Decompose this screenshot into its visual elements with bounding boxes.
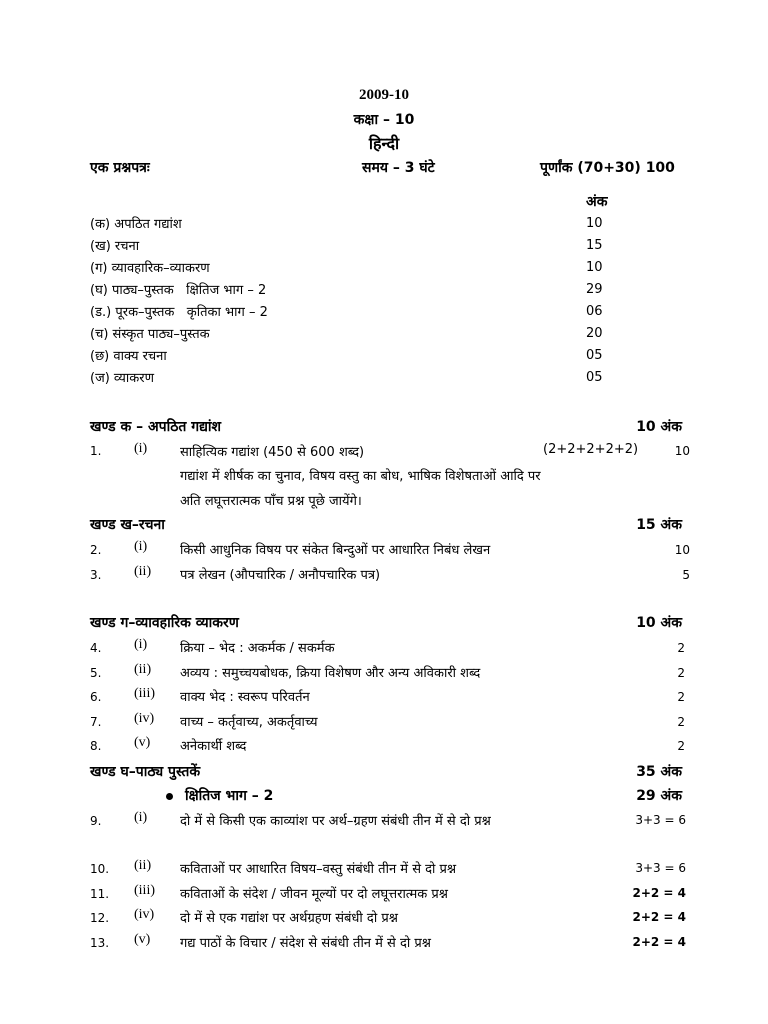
summary-row-marks: 10 (586, 260, 603, 275)
question-marks: 2 (677, 641, 685, 655)
section-kha-marks: 15 अंक (636, 517, 682, 533)
question-marks: 5 (682, 568, 690, 582)
summary-row-label: (ज) व्याकरण (90, 371, 154, 386)
summary-row-marks: 05 (586, 370, 603, 385)
section-ga-title: खण्ड ग–व्यावहारिक व्याकरण (90, 615, 239, 631)
question-number: 6. (90, 690, 102, 704)
summary-row-label: (छ) वाक्य रचना (90, 349, 167, 364)
summary-row-marks: 06 (586, 304, 603, 319)
section-ga-marks: 10 अंक (636, 615, 682, 631)
time-label: समय – 3 घंटे (362, 160, 435, 176)
subsection-marks: 29 अंक (636, 788, 682, 804)
question-text: पत्र लेखन (औपचारिक / अनौपचारिक पत्र) (180, 568, 381, 583)
question-text: अनेकार्थी शब्द (180, 739, 247, 754)
subject-heading: हिन्दी (368, 134, 400, 153)
question-breakup: (2+2+2+2+2) (543, 442, 639, 457)
section-gha-marks: 35 अंक (636, 764, 682, 780)
question-number: 8. (90, 739, 102, 753)
question-text: साहित्यिक गद्यांश (450 से 600 शब्द) (180, 445, 365, 460)
question-roman: (i) (134, 539, 148, 554)
question-number: 7. (90, 715, 102, 729)
question-roman: (ii) (134, 564, 152, 579)
question-roman: (iii) (134, 883, 155, 898)
question-marks: 2+2 = 4 (632, 886, 686, 900)
question-text: दो में से किसी एक काव्यांश पर अर्थ–ग्रहण संबंधी तीन में से दो प्रश्न (180, 814, 491, 829)
summary-row-marks: 05 (586, 348, 603, 363)
question-roman: (ii) (134, 858, 152, 873)
summary-row-label: (ग) व्यावहारिक–व्याकरण (90, 261, 210, 276)
question-text: वाक्य भेद : स्वरूप परिवर्तन (180, 690, 310, 705)
question-marks: 2 (677, 666, 685, 680)
question-number: 10. (90, 862, 110, 876)
section-ka-title: खण्ड क – अपठित गद्यांश (90, 419, 222, 435)
question-roman: (i) (134, 441, 148, 456)
question-number: 11. (90, 887, 110, 901)
summary-row-label: (ड.) पूरक–पुस्तक कृतिका भाग – 2 (90, 305, 268, 320)
question-number: 9. (90, 814, 102, 828)
question-text: वाच्य – कर्तृवाच्य, अकर्तृवाच्य (180, 715, 318, 730)
max-marks-label: पूर्णांक (70+30) 100 (540, 160, 675, 176)
question-number: 5. (90, 666, 102, 680)
summary-row-label: (घ) पाठ्य–पुस्तक क्षितिज भाग – 2 (90, 283, 267, 298)
summary-row-marks: 29 (586, 282, 603, 297)
bullet-icon (166, 793, 173, 800)
question-roman: (v) (134, 735, 151, 750)
question-roman: (iv) (134, 711, 155, 726)
section-gha-title: खण्ड घ–पाठ्य पुस्तकें (90, 764, 201, 780)
question-text: अव्यय : समुच्चयबोधक, क्रिया विशेषण और अन्य अविकारी शब्द (180, 666, 481, 681)
question-marks: 3+3 = 6 (635, 813, 686, 827)
summary-row-label: (ख) रचना (90, 239, 140, 254)
question-text: क्रिया – भेद : अकर्मक / सकर्मक (180, 641, 335, 656)
question-number: 3. (90, 568, 102, 582)
question-number: 12. (90, 911, 110, 925)
question-number: 13. (90, 936, 110, 950)
marks-column-header: अंक (586, 194, 608, 210)
section-ka-marks: 10 अंक (636, 419, 682, 435)
question-number: 4. (90, 641, 102, 655)
question-roman: (i) (134, 810, 148, 825)
question-marks: 2+2 = 4 (632, 935, 686, 949)
question-text-line: अति लघूत्तरात्मक पाँच प्रश्न पूछे जायेंगे। (180, 494, 362, 509)
question-roman: (i) (134, 637, 148, 652)
summary-row-label: (क) अपठित गद्यांश (90, 217, 182, 232)
paper-label: एक प्रश्नपत्रः (90, 160, 150, 176)
subsection-title (166, 786, 273, 805)
class-heading: कक्षा – 10 (353, 112, 415, 128)
question-marks: 2+2 = 4 (632, 910, 686, 924)
question-text: दो में से एक गद्यांश पर अर्थग्रहण संबंधी दो प्रश्न (180, 911, 398, 926)
question-marks: 2 (677, 739, 685, 753)
question-roman: (iv) (134, 907, 155, 922)
question-text: कविताओं पर आधारित विषय–वस्तु संबंधी तीन में से दो प्रश्न (180, 862, 457, 877)
section-kha-title: खण्ड ख–रचना (90, 517, 165, 533)
question-roman: (ii) (134, 662, 152, 677)
summary-row-label: (च) संस्कृत पाठ्य–पुस्तक (90, 327, 210, 342)
year-heading: 2009-10 (359, 87, 409, 103)
summary-row-marks: 15 (586, 238, 603, 253)
question-roman: (v) (134, 932, 151, 947)
question-number: 2. (90, 543, 102, 557)
question-text: किसी आधुनिक विषय पर संकेत बिन्दुओं पर आधारित निबंध लेखन (180, 543, 491, 558)
question-marks: 2 (677, 715, 685, 729)
subsection-title-text: क्षितिज भाग – 2 (185, 788, 274, 804)
question-number: 1. (90, 444, 102, 458)
question-marks: 3+3 = 6 (635, 861, 686, 875)
question-marks: 10 (674, 543, 690, 557)
question-marks: 10 (674, 444, 690, 458)
summary-row-marks: 10 (586, 216, 603, 231)
question-text: गद्य पाठों के विचार / संदेश से संबंधी तीन में से दो प्रश्न (180, 936, 431, 951)
question-marks: 2 (677, 690, 685, 704)
question-text-line: गद्यांश में शीर्षक का चुनाव, विषय वस्तु का बोध, भाषिक विशेषताओं आदि पर (180, 469, 541, 484)
summary-row-marks: 20 (586, 326, 603, 341)
question-text: कविताओं के संदेश / जीवन मूल्यों पर दो लघूत्तरात्मक प्रश्न (180, 887, 448, 902)
question-roman: (iii) (134, 686, 155, 701)
